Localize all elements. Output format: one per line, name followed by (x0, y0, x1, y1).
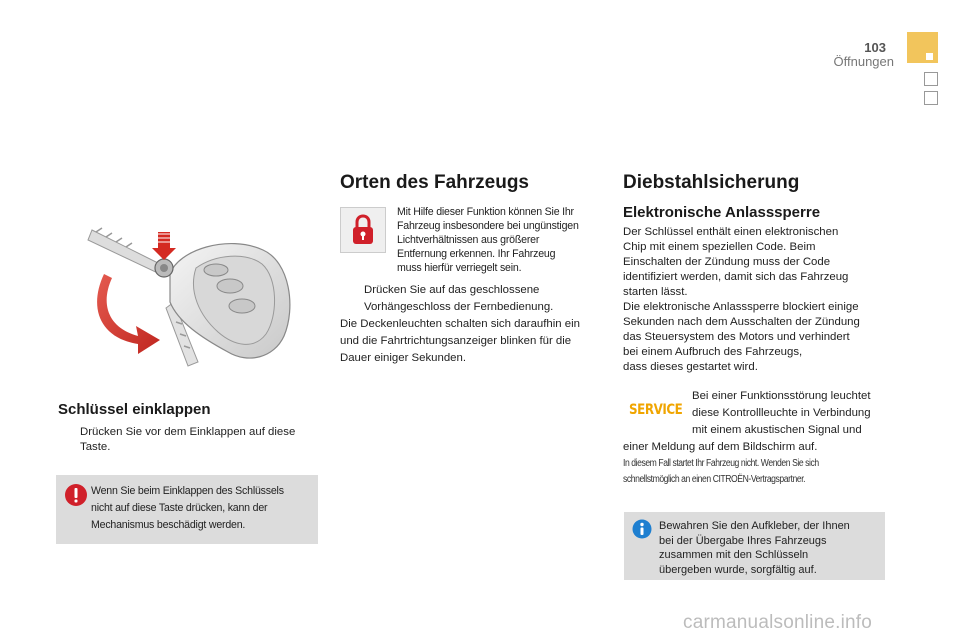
locate-bullet-line-2: Vorhängeschloss der Fernbedienung. (364, 301, 554, 313)
service-condensed-line-1: In diesem Fall startet Ihr Fahrzeug nicht. Wenden Sie sich (623, 458, 819, 469)
warning-box (56, 475, 318, 544)
locate-intro-line-2: Fahrzeug insbesondere bei ungünstigen (397, 220, 579, 232)
locate-intro-line-3: Lichtverhältnissen aus größerer (397, 234, 540, 246)
info-box (624, 512, 885, 580)
tab-marker (926, 53, 933, 60)
key-fold-illustration (78, 212, 318, 382)
chapter-tab-empty-1[interactable] (924, 72, 938, 86)
warning-line-3: Mechanismus beschädigt werden. (91, 519, 246, 531)
padlock-icon (340, 207, 386, 253)
info-icon (632, 519, 652, 539)
fold-key-instruction-line-1: Drücken Sie vor dem Einklappen auf diese (80, 426, 296, 438)
immobiliser-line-9: bei einem Aufbruch des Fahrzeugs, (623, 346, 803, 358)
immobiliser-line-4: identifiziert werden, damit sich das Fahrzeug (623, 271, 849, 283)
service-line-1: Bei einer Funktionsstörung leuchtet (692, 390, 871, 402)
info-line-2: bei der Übergabe Ihres Fahrzeugs (659, 534, 827, 547)
info-line-1: Bewahren Sie den Aufkleber, der Ihnen (659, 520, 850, 532)
immobiliser-line-5: starten lässt. (623, 286, 688, 298)
section-heading-locate-vehicle: Orten des Fahrzeugs (340, 172, 529, 193)
locate-intro-line-5: muss hierfür verriegelt sein. (397, 262, 522, 274)
locate-bullet-line-1: Drücken Sie auf das geschlossene (364, 284, 540, 296)
page-number: 103 (864, 40, 886, 55)
warning-line-2: nicht auf diese Taste drücken, kann der (91, 502, 268, 514)
immobiliser-line-10: dass dieses gestartet wird. (623, 361, 758, 373)
locate-intro-line-1: Mit Hilfe dieser Funktion können Sie Ihr (397, 206, 574, 218)
locate-intro-line-4: Entfernung erkennen. Ihr Fahrzeug (397, 248, 556, 260)
subheading-immobiliser: Elektronische Anlasssperre (623, 204, 821, 221)
watermark: carmanualsonline.info (683, 612, 873, 633)
immobiliser-line-3: Einschalten der Zündung muss der Code (623, 256, 831, 268)
service-line-4: einer Meldung auf dem Bildschirm auf. (623, 441, 818, 453)
chapter-title: Öffnungen (833, 54, 894, 69)
immobiliser-line-6: Die elektronische Anlasssperre blockiert einige (623, 301, 859, 313)
section-heading-anti-theft: Diebstahlsicherung (623, 172, 800, 193)
locate-para-line-3: Dauer einiger Sekunden. (340, 352, 467, 364)
warning-icon (64, 483, 88, 507)
fold-key-instruction-line-2: Taste. (80, 441, 111, 453)
service-line-3: mit einem akustischen Signal und (692, 424, 862, 436)
immobiliser-line-8: das Steuersystem des Motors und verhindert (623, 331, 850, 343)
warning-line-1: Wenn Sie beim Einklappen des Schlüssels (91, 485, 284, 497)
immobiliser-line-7: Sekunden nach dem Ausschalten der Zündung (623, 316, 860, 328)
service-line-2: diese Kontrollleuchte in Verbindung (692, 407, 871, 419)
immobiliser-line-2: Chip mit einem speziellen Code. Beim (623, 241, 816, 253)
locate-para-line-2: und die Fahrtrichtungsanzeiger blinken für die (340, 335, 572, 347)
info-line-3: zusammen mit den Schlüsseln (659, 549, 809, 561)
section-heading-fold-key: Schlüssel einklappen (58, 401, 211, 418)
immobiliser-line-1: Der Schlüssel enthält einen elektronischen (623, 226, 839, 238)
locate-para-line-1: Die Deckenleuchten schalten sich daraufhin ein (340, 318, 580, 330)
info-line-4: übergeben wurde, sorgfältig auf. (659, 563, 817, 576)
chapter-tab-empty-2[interactable] (924, 91, 938, 105)
service-condensed-line-2: schnellstmöglich an einen CITROËN-Vertragspartner. (623, 474, 806, 485)
service-warning-lamp-icon: SERVICE (629, 402, 683, 418)
chapter-tab-active[interactable] (907, 32, 938, 63)
